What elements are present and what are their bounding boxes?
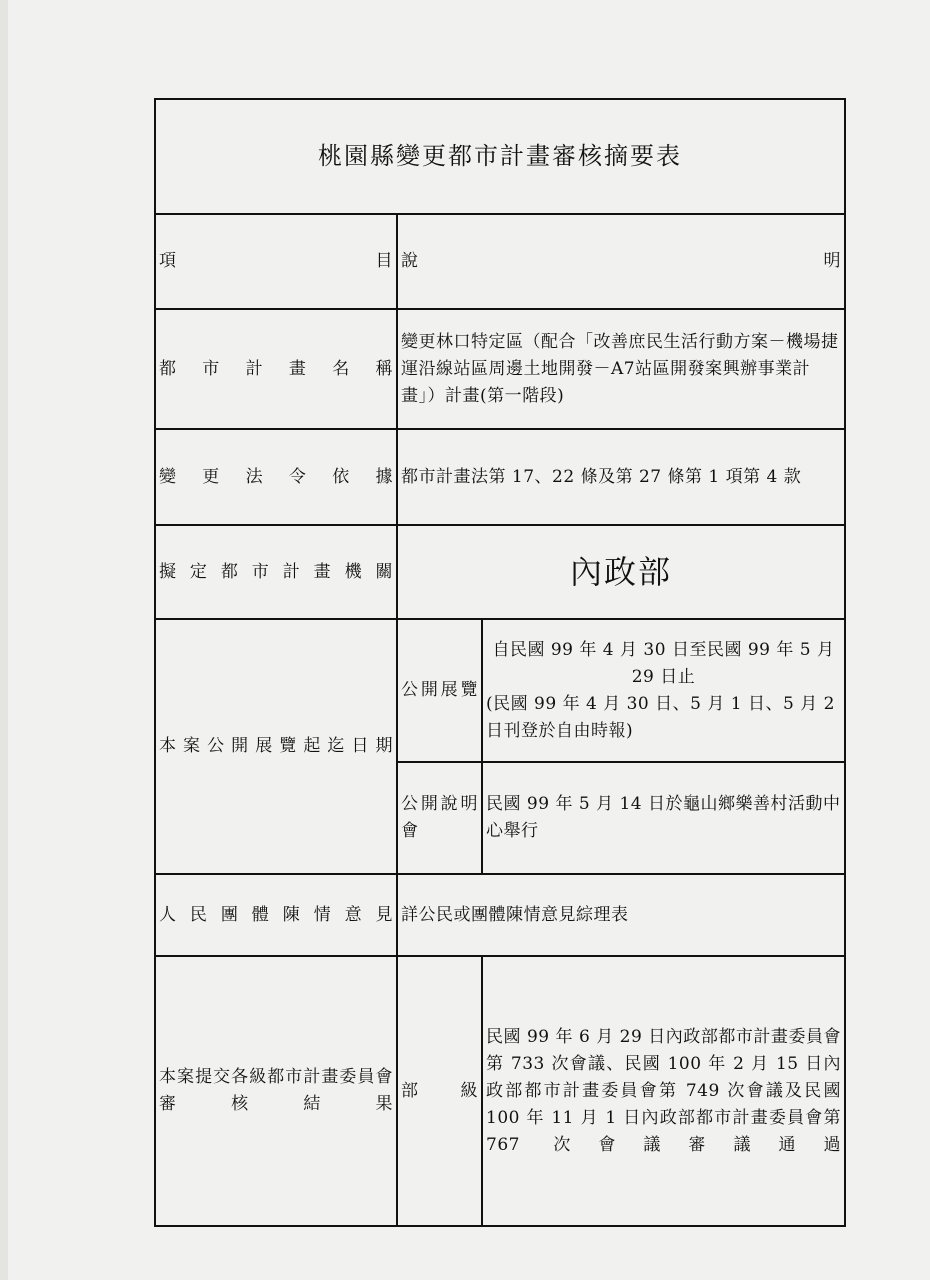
opinions-label: 人民團體陳情意見 <box>155 874 397 956</box>
exhibition-period: 自民國 99 年 4 月 30 日至民國 99 年 5 月 29 日止 <box>492 639 835 687</box>
header-item-left: 項 <box>159 251 177 271</box>
review-label: 本案提交各級都市計畫委員會審核結果 <box>155 956 397 1226</box>
authority-label: 擬定都市計畫機關 <box>155 525 397 619</box>
exhibition-sub2-label: 公開說明會 <box>397 762 482 874</box>
header-desc <box>397 214 845 309</box>
opinions-value: 詳公民或團體陳情意見綜理表 <box>397 874 845 956</box>
exhibition-sub2-value: 民國 99 年 5 月 14 日於龜山鄉樂善村活動中心舉行 <box>482 762 845 874</box>
summary-table <box>154 98 846 1227</box>
plan-name-row <box>155 309 845 429</box>
exhibition-row-1 <box>155 619 845 762</box>
form-title: 桃園縣變更都市計畫審核摘要表 <box>155 99 845 214</box>
review-sub-label: 部級 <box>397 956 482 1226</box>
review-value: 民國 99 年 6 月 29 日內政部都市計畫委員會第 733 次會議、民國 100 年 2 月 15 日內政部都市計畫委員會第 749 次會議及民國 100 年 11 月 1 日內政部都市計畫委員會第 767 次會議審議通過 <box>482 956 845 1226</box>
review-row <box>155 956 845 1226</box>
title-row <box>155 99 845 214</box>
header-item <box>155 214 397 309</box>
exhibition-sub1-label: 公開展覽 <box>397 619 482 762</box>
page-edge <box>0 0 8 1280</box>
plan-name-value: 變更林口特定區（配合「改善庶民生活行動方案－機場捷運沿線站區周邊土地開發－A7站區開發案興辦事業計畫」）計畫(第一階段) <box>397 309 845 429</box>
legal-basis-value: 都市計畫法第 17、22 條及第 27 條第 1 項第 4 款 <box>397 429 845 525</box>
plan-name-label: 都市計畫名稱 <box>155 309 397 429</box>
header-row <box>155 214 845 309</box>
exhibition-label: 本案公開展覽起迄日期 <box>155 619 397 874</box>
header-desc-left: 說 <box>401 251 419 271</box>
summary-form <box>154 98 844 1228</box>
header-item-right: 目 <box>375 251 393 271</box>
legal-basis-row <box>155 429 845 525</box>
opinions-row <box>155 874 845 956</box>
header-desc-right: 明 <box>823 251 841 271</box>
authority-row <box>155 525 845 619</box>
authority-value: 內政部 <box>397 525 845 619</box>
legal-basis-label: 變更法令依據 <box>155 429 397 525</box>
exhibition-sub1-value <box>482 619 845 762</box>
exhibition-publication: (民國 99 年 4 月 30 日、5 月 1 日、5 月 2 日刊登於自由時報) <box>486 693 835 741</box>
